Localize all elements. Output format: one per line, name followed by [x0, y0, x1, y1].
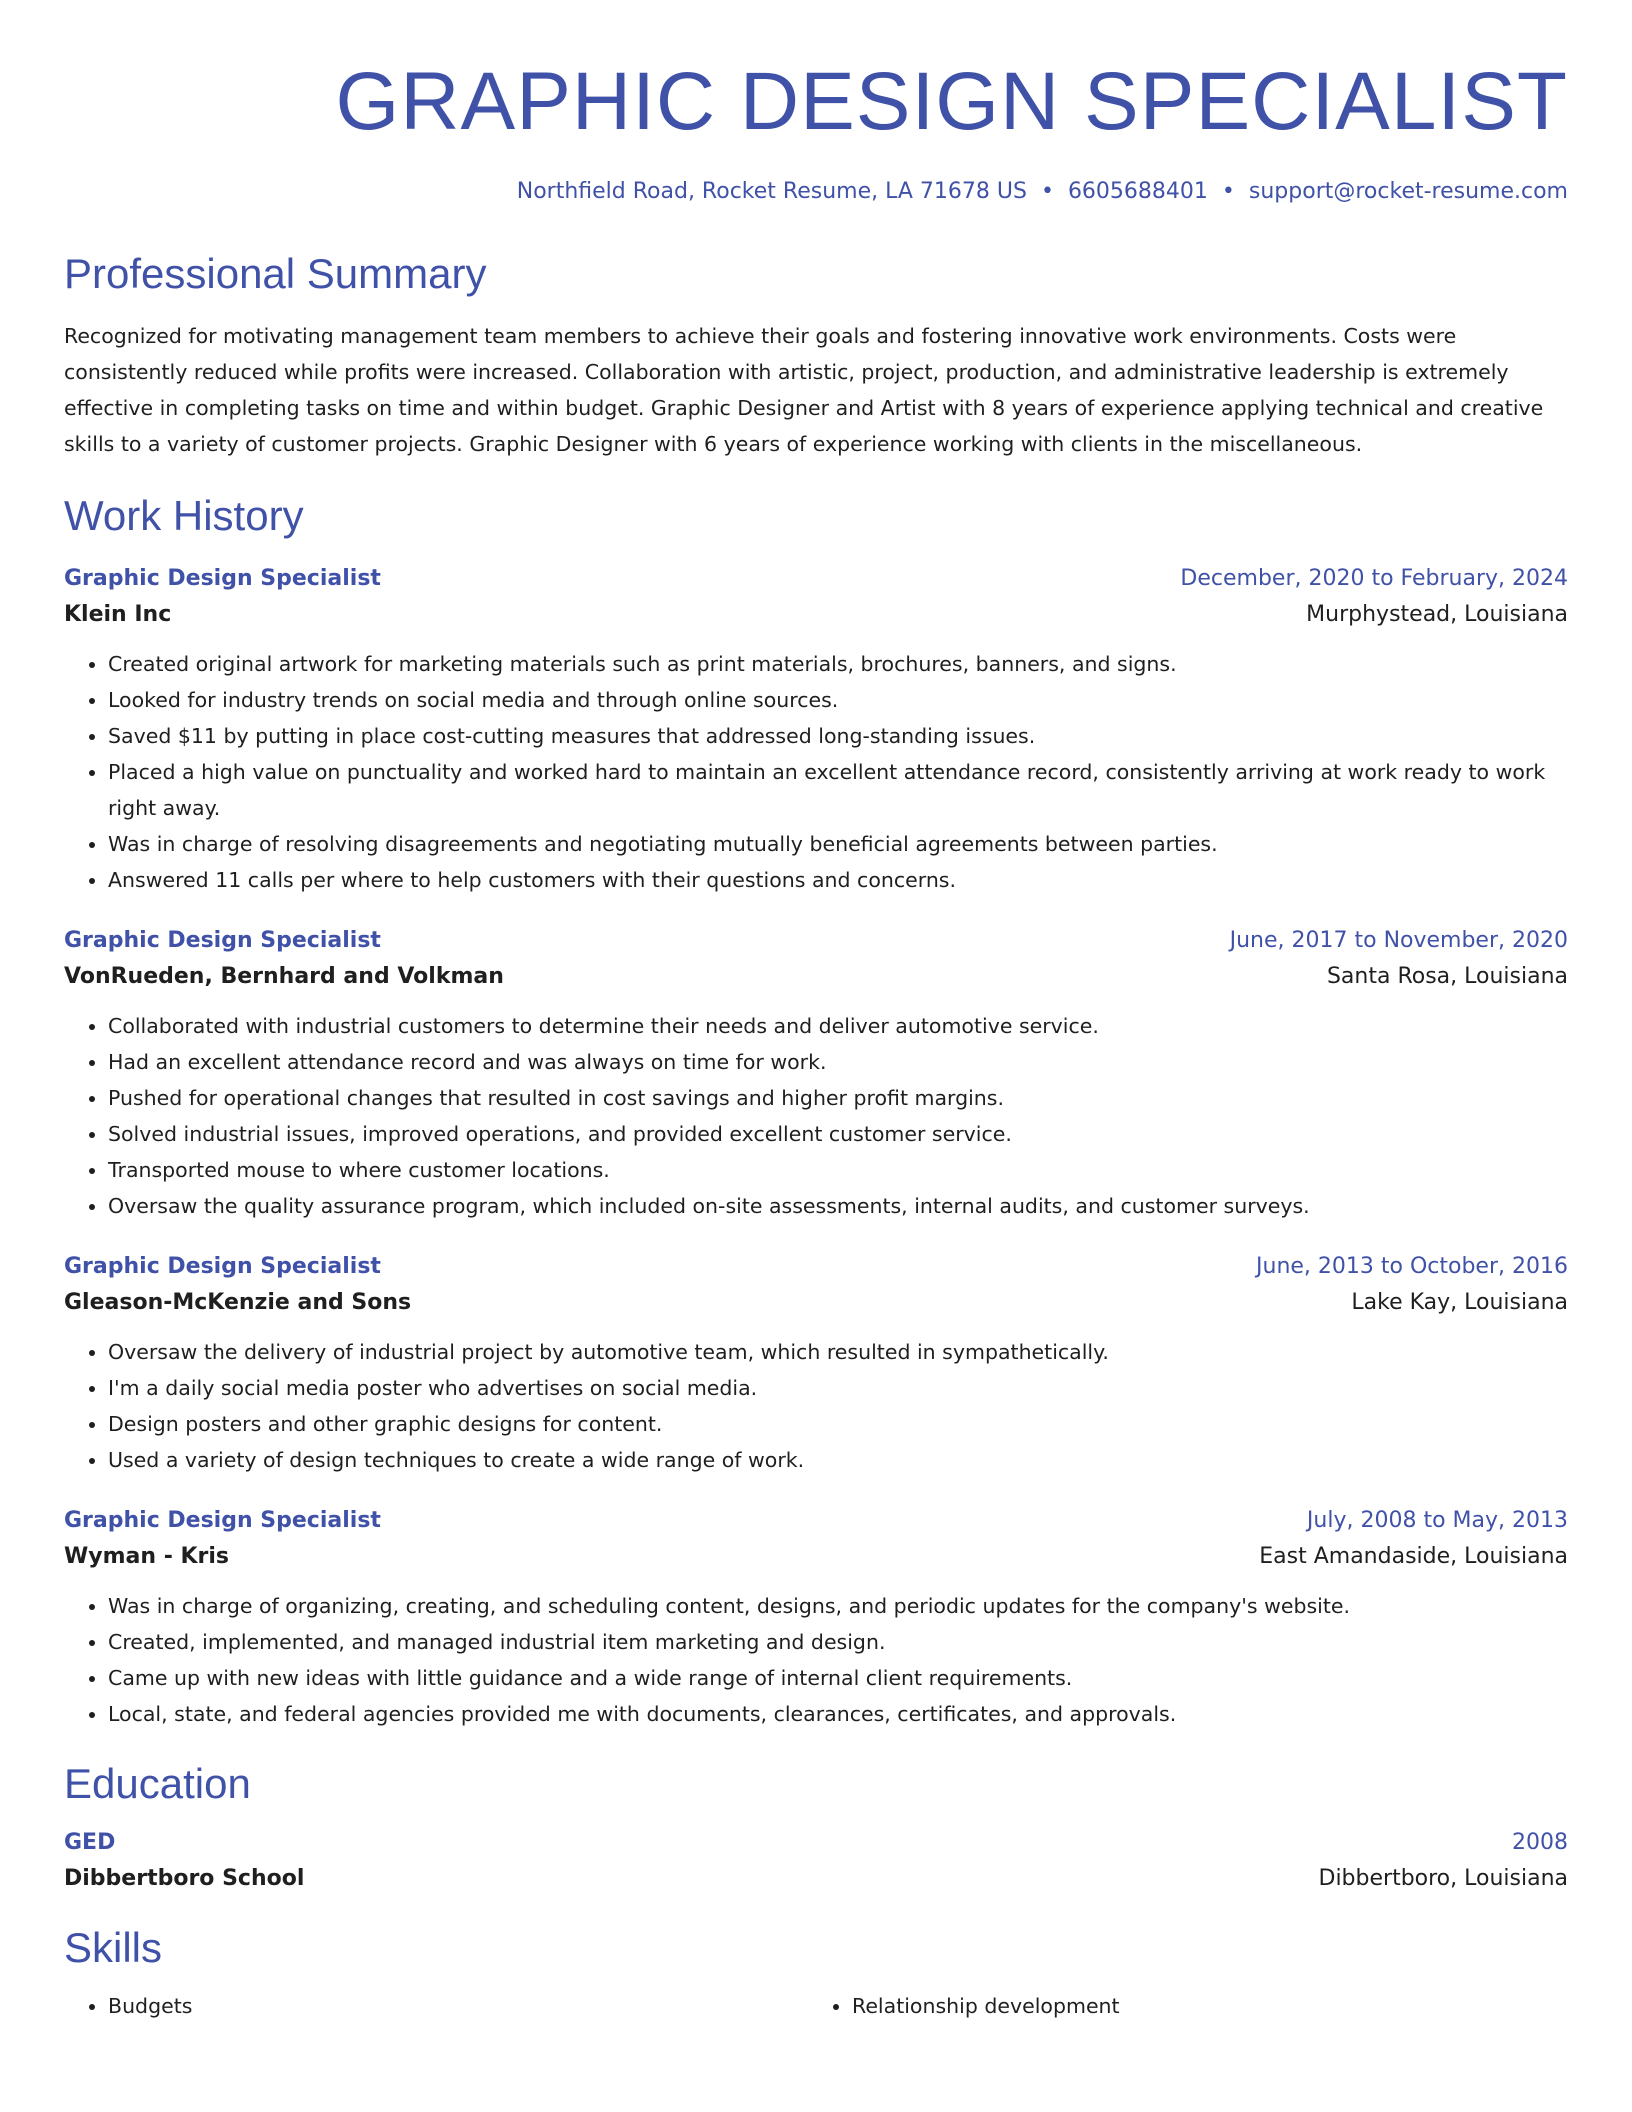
- bullet-item: • Saved $11 by putting in place cost-cutting measures that addressed long-standing issues.: [108, 718, 1568, 754]
- bullet-item: • Placed a high value on punctuality and worked hard to maintain an excellent attendance record, consistently arriving at work ready to work right away.: [108, 754, 1568, 826]
- bullet-item: • Local, state, and federal agencies provided me with documents, clearances, certificates, and approvals.: [108, 1696, 1568, 1732]
- bullet-item: • Collaborated with industrial customers to determine their needs and deliver automotive service.: [108, 1008, 1568, 1044]
- separator-dot: •: [1221, 179, 1235, 204]
- job-title: Graphic Design Specialist: [64, 928, 381, 953]
- bullet-item: • Solved industrial issues, improved operations, and provided excellent customer service.: [108, 1116, 1568, 1152]
- bullet-item: • Answered 11 calls per where to help customers with their questions and concerns.: [108, 862, 1568, 898]
- education-entry: [64, 1826, 1568, 1898]
- separator-dot: •: [1040, 179, 1054, 204]
- company-name: VonRueden, Bernhard and Volkman: [64, 964, 504, 989]
- section-title-work-history: Work History: [64, 492, 304, 539]
- job-title: Graphic Design Specialist: [64, 1508, 381, 1533]
- bullet-item: • Looked for industry trends on social media and through online sources.: [108, 682, 1568, 718]
- job-entry: [64, 562, 1568, 898]
- company-name: Gleason-McKenzie and Sons: [64, 1290, 412, 1315]
- bullet-item: • Used a variety of design techniques to create a wide range of work.: [108, 1442, 1568, 1478]
- job-entry: [64, 924, 1568, 1224]
- bullet-item: • Was in charge of resolving disagreements and negotiating mutually beneficial agreements between parties.: [108, 826, 1568, 862]
- resume-page: [64, 0, 1568, 2024]
- job-entry: [64, 1250, 1568, 1478]
- bullet-item: • Had an excellent attendance record and was always on time for work.: [108, 1044, 1568, 1080]
- degree: GED: [64, 1830, 116, 1855]
- job-entry: [64, 1504, 1568, 1732]
- skills-column-right: [808, 1988, 1552, 2024]
- school-name: Dibbertboro School: [64, 1866, 305, 1891]
- skills-column-left: [64, 1988, 808, 2024]
- section-title-skills: Skills: [64, 1924, 163, 1971]
- bullet-item: • Came up with new ideas with little guidance and a wide range of internal client requirements.: [108, 1660, 1568, 1696]
- bullet-item: • Created original artwork for marketing materials such as print materials, brochures, banners, and signs.: [108, 646, 1568, 682]
- job-dates: June, 2013 to October, 2016: [1256, 1254, 1568, 1279]
- resume-header: [64, 0, 1568, 208]
- school-location: Dibbertboro, Louisiana: [1318, 1866, 1568, 1891]
- bullet-item: • Created, implemented, and managed industrial item marketing and design.: [108, 1624, 1568, 1660]
- summary-text: Recognized for motivating management team members to achieve their goals and fostering innovative work environments. Costs were consistently reduced while profits were increased. Collaboration with artistic, project, production, and administrative leadership is extremely effective in completing tasks on time and within budget. Graphic Designer and Artist with 8 years of experience applying technical and creative skills to a variety of customer projects. Graphic Designer with 6 years of experience working with clients in the miscellaneous.: [64, 324, 1544, 456]
- phone[interactable]: 6605688401: [1067, 179, 1208, 204]
- section-title-education: Education: [64, 1760, 251, 1807]
- job-bullets: [64, 646, 1568, 898]
- job-location: East Amandaside, Louisiana: [1259, 1544, 1568, 1569]
- job-dates: June, 2017 to November, 2020: [1229, 928, 1568, 953]
- skill-item: • Budgets: [108, 1988, 808, 2024]
- job-location: Santa Rosa, Louisiana: [1326, 964, 1568, 989]
- skills-list: [64, 1988, 1568, 2024]
- job-title: Graphic Design Specialist: [64, 566, 381, 591]
- job-bullets: [64, 1588, 1568, 1732]
- bullet-item: • Was in charge of organizing, creating, and scheduling content, designs, and periodic updates for the company's website.: [108, 1588, 1568, 1624]
- work-history-list: [64, 562, 1568, 1732]
- bullet-item: • Oversaw the quality assurance program, which included on-site assessments, internal audits, and customer surveys.: [108, 1188, 1568, 1224]
- address: Northfield Road, Rocket Resume, LA 71678 US: [516, 179, 1027, 204]
- skill-item: • Relationship development: [852, 1988, 1552, 2024]
- bullet-item: • Transported mouse to where customer locations.: [108, 1152, 1568, 1188]
- job-dates: December, 2020 to February, 2024: [1180, 566, 1568, 591]
- bullet-item: • Design posters and other graphic designs for content.: [108, 1406, 1568, 1442]
- bullet-item: • Oversaw the delivery of industrial project by automotive team, which resulted in sympathetically.: [108, 1334, 1568, 1370]
- bullet-item: • Pushed for operational changes that resulted in cost savings and higher profit margins.: [108, 1080, 1568, 1116]
- job-title: Graphic Design Specialist: [64, 1254, 381, 1279]
- job-location: Lake Kay, Louisiana: [1351, 1290, 1568, 1315]
- company-name: Klein Inc: [64, 602, 172, 627]
- graduation-year: 2008: [1512, 1830, 1568, 1855]
- contact-line: [64, 176, 1568, 208]
- company-name: Wyman - Kris: [64, 1544, 230, 1569]
- job-bullets: [64, 1008, 1568, 1224]
- bullet-item: • I'm a daily social media poster who advertises on social media.: [108, 1370, 1568, 1406]
- email[interactable]: support@rocket-resume.com: [1248, 179, 1568, 204]
- job-bullets: [64, 1334, 1568, 1478]
- job-location: Murphystead, Louisiana: [1306, 602, 1568, 627]
- section-title-summary: Professional Summary: [64, 250, 487, 297]
- job-dates: July, 2008 to May, 2013: [1306, 1508, 1568, 1533]
- candidate-title: GRAPHIC DESIGN SPECIALIST: [335, 56, 1568, 147]
